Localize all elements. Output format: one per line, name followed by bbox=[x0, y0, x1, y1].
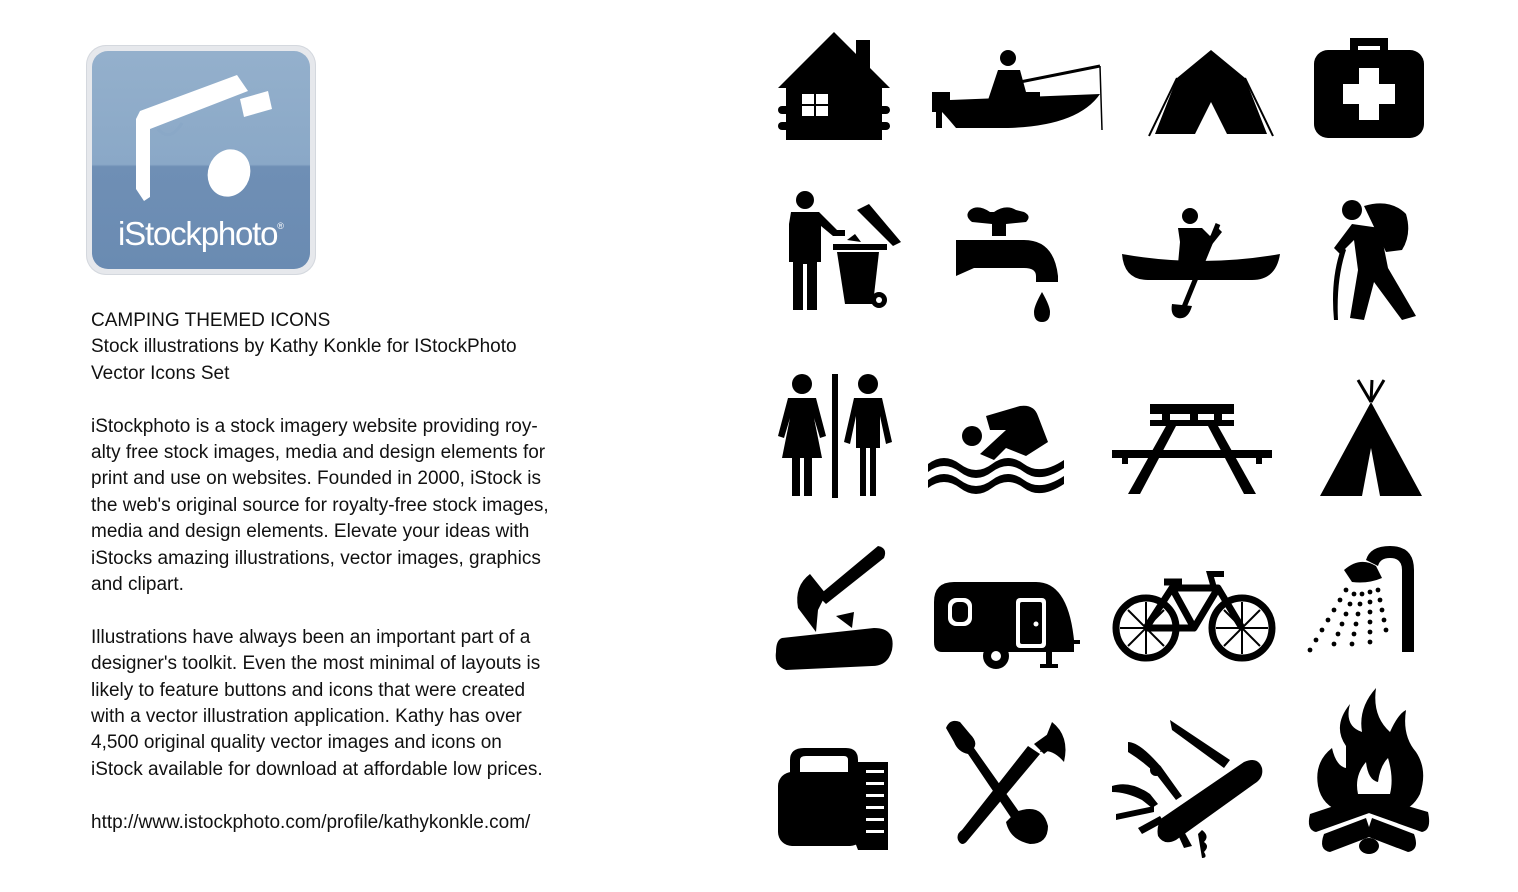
teepee-icon bbox=[1318, 378, 1424, 498]
logo-wordmark: iStockphoto® bbox=[118, 215, 284, 252]
trash-disposal-icon bbox=[775, 190, 903, 312]
paragraph-2-line: Illustrations have always been an important part of a bbox=[91, 626, 531, 648]
fishing-boat-icon bbox=[928, 46, 1106, 130]
canoe-icon bbox=[1120, 208, 1282, 322]
lantern-icon bbox=[776, 746, 894, 850]
description-text bbox=[91, 308, 591, 836]
paragraph-2-line: with a vector illustration application. Kathy has over bbox=[91, 706, 522, 728]
bicycle-icon bbox=[1110, 570, 1278, 666]
istockphoto-logo bbox=[86, 45, 316, 275]
paragraph-1-line: print and use on websites. Founded in 2000, iStock is bbox=[91, 468, 541, 490]
first-aid-kit-icon bbox=[1314, 36, 1424, 138]
subtitle: Stock illustrations by Kathy Konkle for IStockPhoto bbox=[91, 336, 517, 358]
page-title: CAMPING THEMED ICONS bbox=[91, 310, 331, 331]
log-cabin-icon bbox=[778, 32, 890, 140]
restrooms-icon bbox=[776, 372, 896, 498]
paragraph-2-line: designer's toolkit. Even the most minimal of layouts is bbox=[91, 653, 541, 675]
paragraph-2-line: 4,500 original quality vector images and icons on bbox=[91, 732, 502, 754]
profile-link[interactable]: http://www.istockphoto.com/profile/kathykonkle.com/ bbox=[91, 811, 531, 833]
paragraph-1-line: the web's original source for royalty-free stock images, bbox=[91, 494, 549, 516]
logo-tile bbox=[92, 51, 310, 269]
water-faucet-icon bbox=[954, 206, 1062, 324]
paragraph-1-line: alty free stock images, media and design elements for bbox=[91, 442, 546, 464]
paragraph-2-line: iStock available for download at affordable low prices. bbox=[91, 758, 543, 780]
camper-trailer-icon bbox=[932, 578, 1082, 670]
axe-and-shovel-icon bbox=[944, 716, 1070, 848]
axe-in-log-icon bbox=[774, 544, 894, 672]
pocket-knife-icon bbox=[1110, 716, 1266, 860]
hiker-icon bbox=[1330, 198, 1420, 322]
swimming-icon bbox=[926, 402, 1066, 496]
shower-icon bbox=[1306, 544, 1418, 654]
subtitle-set: Vector Icons Set bbox=[91, 362, 230, 384]
paragraph-1-line: and clipart. bbox=[91, 574, 184, 596]
tent-icon bbox=[1145, 48, 1277, 140]
picnic-table-icon bbox=[1112, 402, 1272, 496]
paragraph-1-line: iStockphoto is a stock imagery website providing roy- bbox=[91, 415, 538, 437]
paragraph-1-line: iStocks amazing illustrations, vector images, graphics bbox=[91, 547, 541, 569]
paragraph-1-line: media and design elements. Elevate your ideas with bbox=[91, 521, 530, 543]
campfire-icon bbox=[1306, 686, 1432, 858]
paragraph-2-line: likely to feature buttons and icons that were created bbox=[91, 679, 526, 701]
